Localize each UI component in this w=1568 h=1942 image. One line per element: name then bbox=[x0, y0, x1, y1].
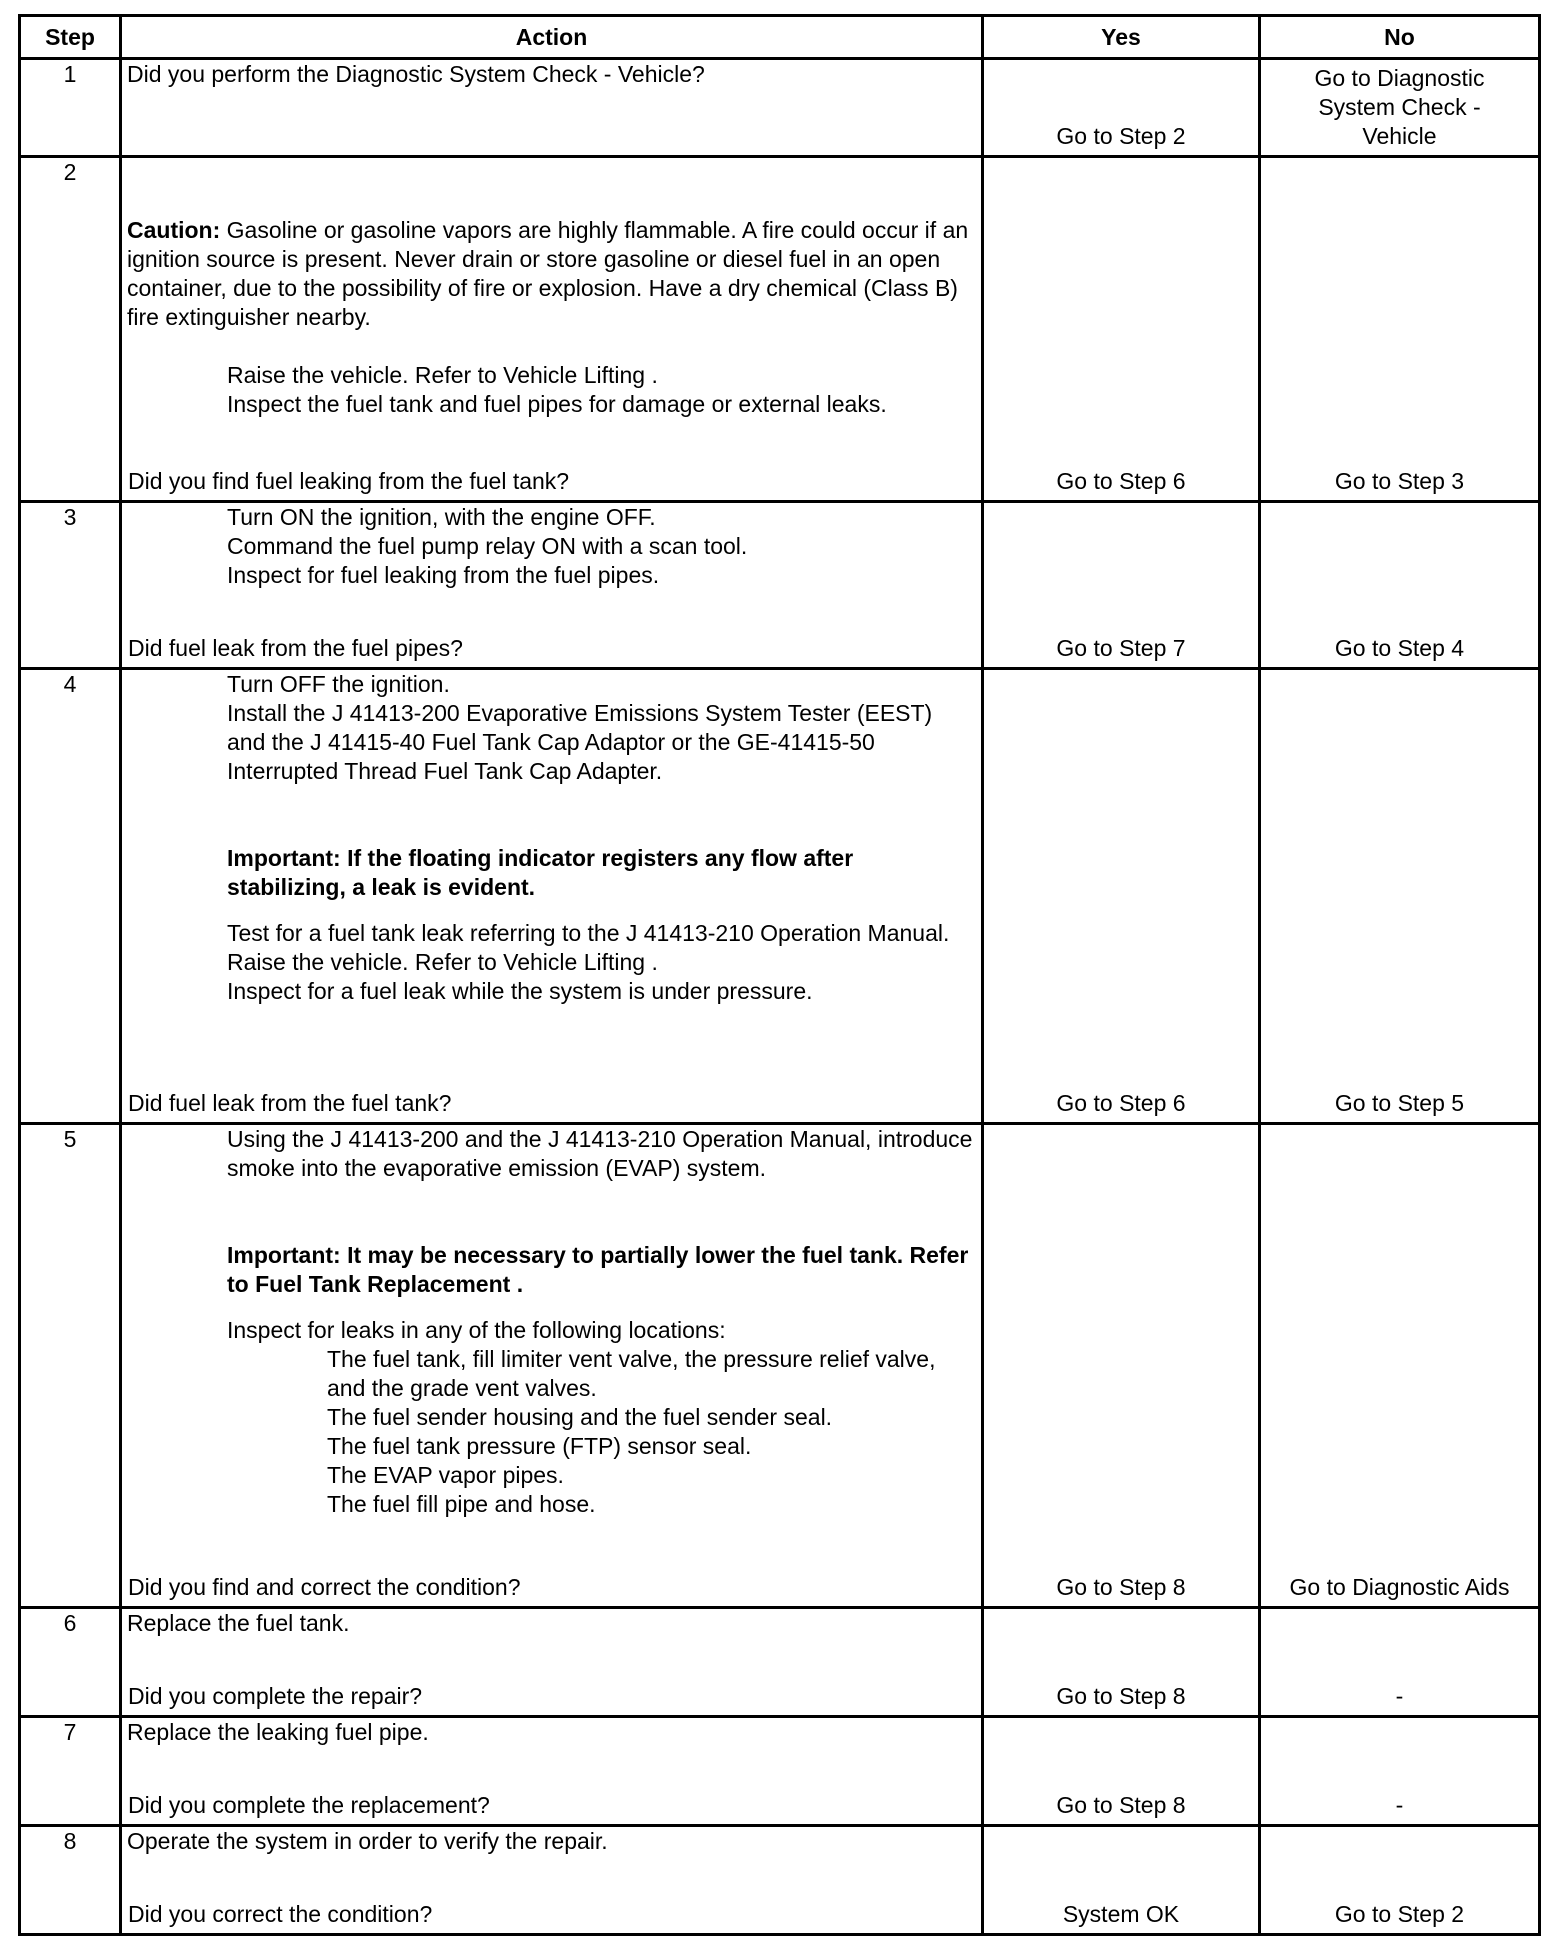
instruction-line: Inspect for fuel leaking from the fuel pipes. bbox=[227, 562, 660, 588]
location-item: The fuel tank pressure (FTP) sensor seal. bbox=[327, 1433, 752, 1459]
action-cell bbox=[121, 669, 983, 1124]
action-cell bbox=[121, 1608, 983, 1717]
instruction-line: Inspect the fuel tank and fuel pipes for damage or external leaks. bbox=[227, 391, 887, 417]
action-cell bbox=[121, 1717, 983, 1826]
instruction-line: Command the fuel pump relay ON with a scan tool. bbox=[227, 533, 748, 559]
no-cell bbox=[1260, 59, 1540, 157]
action-cell bbox=[121, 1826, 983, 1935]
no-cell bbox=[1260, 1826, 1540, 1935]
no-answer: Go to Step 5 bbox=[1334, 1090, 1465, 1116]
instruction-line: Replace the leaking fuel pipe. bbox=[127, 1719, 429, 1745]
question-text: Did fuel leak from the fuel tank? bbox=[128, 1090, 452, 1116]
no-answer: Go to Step 3 bbox=[1334, 468, 1465, 494]
step-number: 7 bbox=[20, 1717, 121, 1826]
location-item: The fuel tank, fill limiter vent valve, the pressure relief valve, and the grade vent valves. bbox=[327, 1346, 936, 1401]
instruction-line: Test for a fuel tank leak referring to the J 41413-210 Operation Manual. bbox=[227, 920, 950, 946]
no-cell bbox=[1260, 1608, 1540, 1717]
header-step: Step bbox=[20, 16, 121, 59]
yes-cell bbox=[983, 669, 1260, 1124]
yes-answer: System OK bbox=[1062, 1901, 1180, 1927]
important-note: Important: If the floating indicator registers any flow after stabilizing, a leak is evident. bbox=[227, 845, 854, 900]
table-row bbox=[20, 157, 1540, 502]
caution-label: Caution: bbox=[127, 217, 221, 243]
location-item: The fuel sender housing and the fuel sender seal. bbox=[327, 1404, 833, 1430]
yes-answer: Go to Step 8 bbox=[1056, 1683, 1186, 1709]
yes-answer: Go to Step 7 bbox=[1056, 635, 1186, 661]
no-answer: Go to Step 4 bbox=[1334, 635, 1465, 661]
yes-answer: Go to Step 6 bbox=[1056, 1090, 1186, 1116]
caution-note bbox=[127, 216, 976, 332]
no-cell bbox=[1260, 1124, 1540, 1608]
yes-answer: Go to Step 2 bbox=[1056, 123, 1186, 149]
instruction-line: Operate the system in order to verify the repair. bbox=[127, 1828, 608, 1854]
yes-cell bbox=[983, 1608, 1260, 1717]
question-text: Did you find fuel leaking from the fuel tank? bbox=[128, 468, 570, 494]
header-no: No bbox=[1260, 16, 1540, 59]
header-row bbox=[20, 16, 1540, 59]
instruction-line: Turn OFF the ignition. bbox=[227, 671, 450, 697]
no-answer: Go to Diagnostic System Check - Vehicle bbox=[1314, 65, 1485, 149]
no-answer: - bbox=[1395, 1792, 1404, 1818]
instruction-line: Using the J 41413-200 and the J 41413-210 Operation Manual, introduce smoke into the evaporative emission (EVAP) system. bbox=[227, 1126, 973, 1181]
diagnostic-table bbox=[18, 14, 1541, 1936]
question-text: Did you complete the replacement? bbox=[128, 1792, 490, 1818]
important-note: Important: It may be necessary to partially lower the fuel tank. Refer to Fuel Tank Replacement . bbox=[227, 1242, 969, 1297]
instruction-line: Inspect for leaks in any of the following locations: bbox=[227, 1317, 726, 1343]
question-text: Did you find and correct the condition? bbox=[128, 1574, 521, 1600]
step-number: 2 bbox=[20, 157, 121, 502]
yes-answer: Go to Step 6 bbox=[1056, 468, 1186, 494]
yes-answer: Go to Step 8 bbox=[1056, 1792, 1186, 1818]
instruction-line: Replace the fuel tank. bbox=[127, 1610, 350, 1636]
yes-cell bbox=[983, 157, 1260, 502]
table-row bbox=[20, 59, 1540, 157]
question-text: Did fuel leak from the fuel pipes? bbox=[128, 635, 463, 661]
header-action: Action bbox=[121, 16, 983, 59]
no-cell bbox=[1260, 157, 1540, 502]
yes-cell bbox=[983, 59, 1260, 157]
yes-cell bbox=[983, 502, 1260, 669]
no-answer: Go to Step 2 bbox=[1334, 1901, 1465, 1927]
action-cell bbox=[121, 157, 983, 502]
instruction-line: Inspect for a fuel leak while the system is under pressure. bbox=[227, 978, 813, 1004]
instruction-line: Install the J 41413-200 Evaporative Emissions System Tester (EEST) and the J 41415-40 Fuel Tank Cap Adaptor or the GE-41415-50 Interrupted Thread Fuel Tank Cap Adapter. bbox=[227, 700, 933, 784]
instruction-line: Raise the vehicle. Refer to Vehicle Lifting . bbox=[227, 362, 658, 388]
action-cell bbox=[121, 1124, 983, 1608]
location-item: The fuel fill pipe and hose. bbox=[327, 1491, 596, 1517]
yes-cell bbox=[983, 1717, 1260, 1826]
no-cell bbox=[1260, 502, 1540, 669]
instruction-line: Turn ON the ignition, with the engine OFF. bbox=[227, 504, 656, 530]
table-row bbox=[20, 1608, 1540, 1717]
caution-text: Gasoline or gasoline vapors are highly flammable. A fire could occur if an ignition source is present. Never drain or store gasoline or diesel fuel in an open container, due to the possibility of fire or explosion. Have a dry chemical (Class B) fire extinguisher nearby. bbox=[127, 217, 969, 330]
step-number: 5 bbox=[20, 1124, 121, 1608]
action-cell bbox=[121, 59, 983, 157]
header-yes: Yes bbox=[983, 16, 1260, 59]
step-number: 6 bbox=[20, 1608, 121, 1717]
table-row bbox=[20, 1717, 1540, 1826]
question-text: Did you complete the repair? bbox=[128, 1683, 423, 1709]
table-row bbox=[20, 502, 1540, 669]
no-cell bbox=[1260, 669, 1540, 1124]
table-row bbox=[20, 669, 1540, 1124]
location-item: The EVAP vapor pipes. bbox=[327, 1462, 564, 1488]
table-row bbox=[20, 1124, 1540, 1608]
yes-cell bbox=[983, 1826, 1260, 1935]
no-answer: Go to Diagnostic Aids bbox=[1289, 1574, 1510, 1600]
yes-cell bbox=[983, 1124, 1260, 1608]
no-cell bbox=[1260, 1717, 1540, 1826]
action-cell bbox=[121, 502, 983, 669]
question-text: Did you perform the Diagnostic System Check - Vehicle? bbox=[127, 61, 705, 87]
step-number: 3 bbox=[20, 502, 121, 669]
instruction-line: Raise the vehicle. Refer to Vehicle Lifting . bbox=[227, 949, 658, 975]
no-answer: - bbox=[1395, 1683, 1404, 1709]
step-number: 4 bbox=[20, 669, 121, 1124]
step-number: 1 bbox=[20, 59, 121, 157]
step-number: 8 bbox=[20, 1826, 121, 1935]
table-row bbox=[20, 1826, 1540, 1935]
yes-answer: Go to Step 8 bbox=[1056, 1574, 1186, 1600]
question-text: Did you correct the condition? bbox=[128, 1901, 433, 1927]
